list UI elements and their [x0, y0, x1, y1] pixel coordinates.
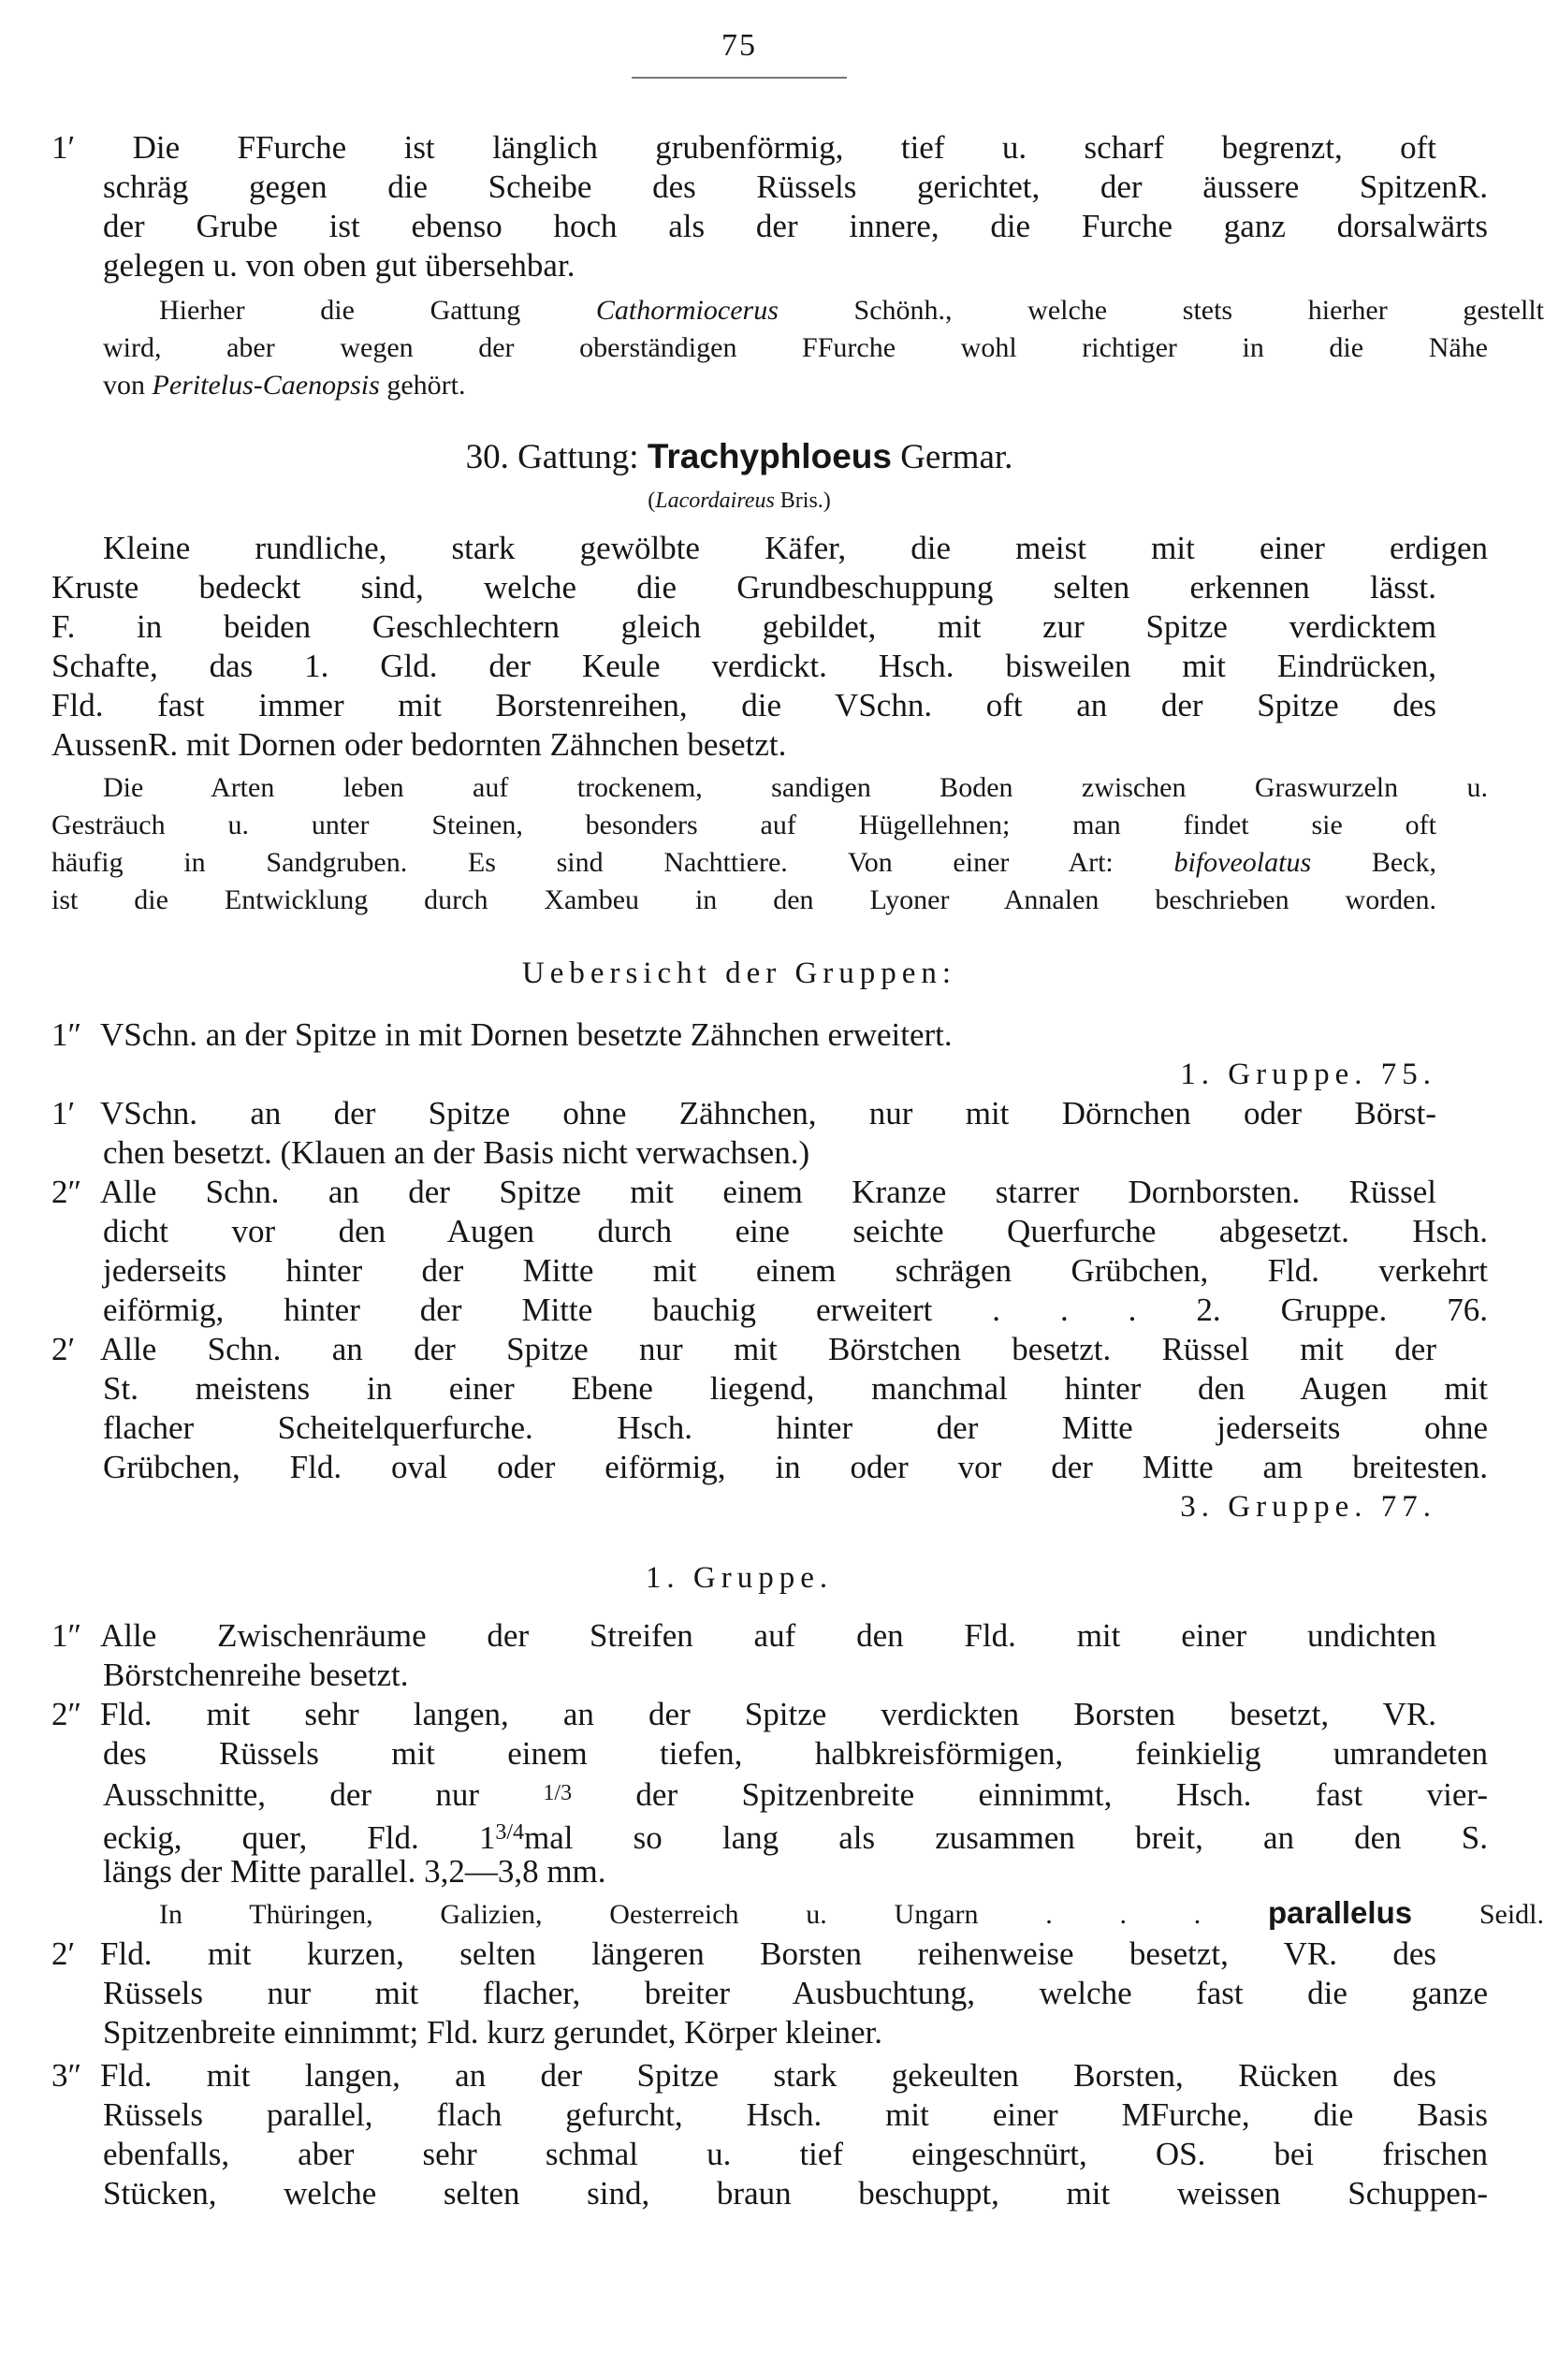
- text-line: Rüssels parallel, flach gefurcht, Hsch. mit einer MFurche, die Basis: [103, 2096, 1488, 2133]
- text-line: Schafte, das 1. Gld. der Keule verdickt. Hsch. bisweilen mit Eindrücken,: [51, 648, 1436, 684]
- fraction: 3/4: [495, 1820, 525, 1845]
- text-line: Kruste bedeckt sind, welche die Grundbeschuppung selten erkennen lässt.: [51, 569, 1436, 606]
- text-line: Hierher die Gattung Cathormiocerus Schönh., welche stets hierher gestellt: [159, 295, 1544, 326]
- distribution-line: In Thüringen, Galizien, Oesterreich u. Ungarn . . . parallelus Seidl.: [159, 1895, 1544, 1930]
- text-line: AussenR. mit Dornen oder bedornten Zähnchen besetzt.: [51, 726, 787, 763]
- text-line: von Peritelus-Caenopsis gehört.: [103, 370, 466, 401]
- key-couplet: 2″ Fld. mit sehr langen, an der Spitze verdickten Borsten besetzt, VR.: [51, 1696, 1436, 1732]
- key-couplet: 3″ Fld. mit langen, an der Spitze stark gekeulten Borsten, Rücken des: [51, 2057, 1436, 2094]
- text-line: F. in beiden Geschlechtern gleich gebildet, mit zur Spitze verdicktem: [51, 608, 1436, 645]
- text-line: 1′ Die FFurche ist länglich grubenförmig, tief u. scharf begrenzt, oft: [51, 129, 1436, 166]
- text-line: schräg gegen die Scheibe des Rüssels gerichtet, der äussere SpitzenR.: [103, 168, 1488, 205]
- key-result: 3. Gruppe. 77.: [1180, 1490, 1436, 1524]
- text-line: wird, aber wegen der oberständigen FFurche wohl richtiger in die Nähe: [103, 332, 1488, 363]
- page-number: 75: [721, 28, 757, 63]
- genus-synonym: (Lacordaireus Bris.): [648, 489, 831, 513]
- text-line: Fld. fast immer mit Borstenreihen, die VSchn. oft an der Spitze des: [51, 687, 1436, 723]
- species-name: bifoveolatus: [1173, 847, 1312, 878]
- text-line: Die Arten leben auf trockenem, sandigen Boden zwischen Graswurzeln u.: [103, 772, 1488, 803]
- text-line: Stücken, welche selten sind, braun beschuppt, mit weissen Schuppen-: [103, 2175, 1488, 2212]
- key-couplet: 1″ VSchn. an der Spitze in mit Dornen besetzte Zähnchen erweitert.: [51, 1016, 953, 1053]
- species-name: parallelus: [1268, 1895, 1413, 1930]
- key-couplet: 1″ Alle Zwischenräume der Streifen auf den Fld. mit einer undichten: [51, 1617, 1436, 1654]
- text-line: ist die Entwicklung durch Xambeu in den Lyoner Annalen beschrieben worden.: [51, 884, 1436, 915]
- text-line: eiförmig, hinter der Mitte bauchig erweitert . . . 2. Gruppe. 76.: [103, 1292, 1488, 1328]
- header-rule: [632, 77, 847, 79]
- fraction: 1/3: [543, 1781, 573, 1805]
- text-line: Ausschnitte, der nur 1/3 der Spitzenbreite einnimmt, Hsch. fast vier-: [103, 1776, 1488, 1813]
- text-line: dicht vor den Augen durch eine seichte Querfurche abgesetzt. Hsch.: [103, 1213, 1488, 1249]
- key-couplet: 2′ Alle Schn. an der Spitze nur mit Börstchen besetzt. Rüssel mit der: [51, 1331, 1436, 1367]
- text-line: Kleine rundliche, stark gewölbte Käfer, die meist mit einer erdigen: [103, 530, 1488, 566]
- text-line: jederseits hinter der Mitte mit einem schrägen Grübchen, Fld. verkehrt: [103, 1252, 1488, 1289]
- text-line: gelegen u. von oben gut übersehbar.: [103, 247, 575, 284]
- text-line: flacher Scheitelquerfurche. Hsch. hinter der Mitte jederseits ohne: [103, 1409, 1488, 1446]
- text-line: chen besetzt. (Klauen an der Basis nicht verwachsen.): [103, 1134, 810, 1171]
- text-line: der Grube ist ebenso hoch als der innere, die Furche ganz dorsalwärts: [103, 208, 1488, 244]
- genus-name: Cathormiocerus: [595, 295, 779, 326]
- text-line: Spitzenbreite einnimmt; Fld. kurz gerundet, Körper kleiner.: [103, 2014, 882, 2051]
- genus-title: Trachyphloeus: [647, 437, 892, 475]
- text-line: Börstchenreihe besetzt.: [103, 1657, 409, 1693]
- group-heading: 1. Gruppe.: [645, 1561, 834, 1595]
- text-line: längs der Mitte parallel. 3,2—3,8 mm.: [103, 1853, 606, 1890]
- text-line: des Rüssels mit einem tiefen, halbkreisförmigen, feinkielig umrandeten: [103, 1735, 1488, 1772]
- genus-heading: 30. Gattung: Trachyphloeus Germar.: [465, 437, 1013, 476]
- text-line: Gesträuch u. unter Steinen, besonders auf Hügellehnen; man findet sie oft: [51, 810, 1436, 840]
- key-couplet: 1′ VSchn. an der Spitze ohne Zähnchen, nur mit Dörnchen oder Börst-: [51, 1095, 1436, 1132]
- key-couplet: 2″ Alle Schn. an der Spitze mit einem Kranze starrer Dornborsten. Rüssel: [51, 1174, 1436, 1210]
- text-line: ebenfalls, aber sehr schmal u. tief eingeschnürt, OS. bei frischen: [103, 2136, 1488, 2172]
- text-line: eckig, quer, Fld. $1^{3/4}mal$ so lang als zusammen breit, an den S.: [103, 1819, 1488, 1856]
- genus-name: Peritelus-Caenopsis: [152, 370, 380, 401]
- key-result: 1. Gruppe. 75.: [1180, 1058, 1436, 1091]
- text-line: häufig in Sandgruben. Es sind Nachttiere. Von einer Art: bifoveolatus Beck,: [51, 847, 1436, 878]
- key-couplet: 2′ Fld. mit kurzen, selten längeren Borsten reihenweise besetzt, VR. des: [51, 1935, 1436, 1972]
- section-heading: Uebersicht der Gruppen:: [521, 956, 957, 990]
- text-line: Grübchen, Fld. oval oder eiförmig, in oder vor der Mitte am breitesten.: [103, 1449, 1488, 1485]
- text-line: St. meistens in einer Ebene liegend, manchmal hinter den Augen mit: [103, 1370, 1488, 1407]
- text-line: Rüssels nur mit flacher, breiter Ausbuchtung, welche fast die ganze: [103, 1975, 1488, 2011]
